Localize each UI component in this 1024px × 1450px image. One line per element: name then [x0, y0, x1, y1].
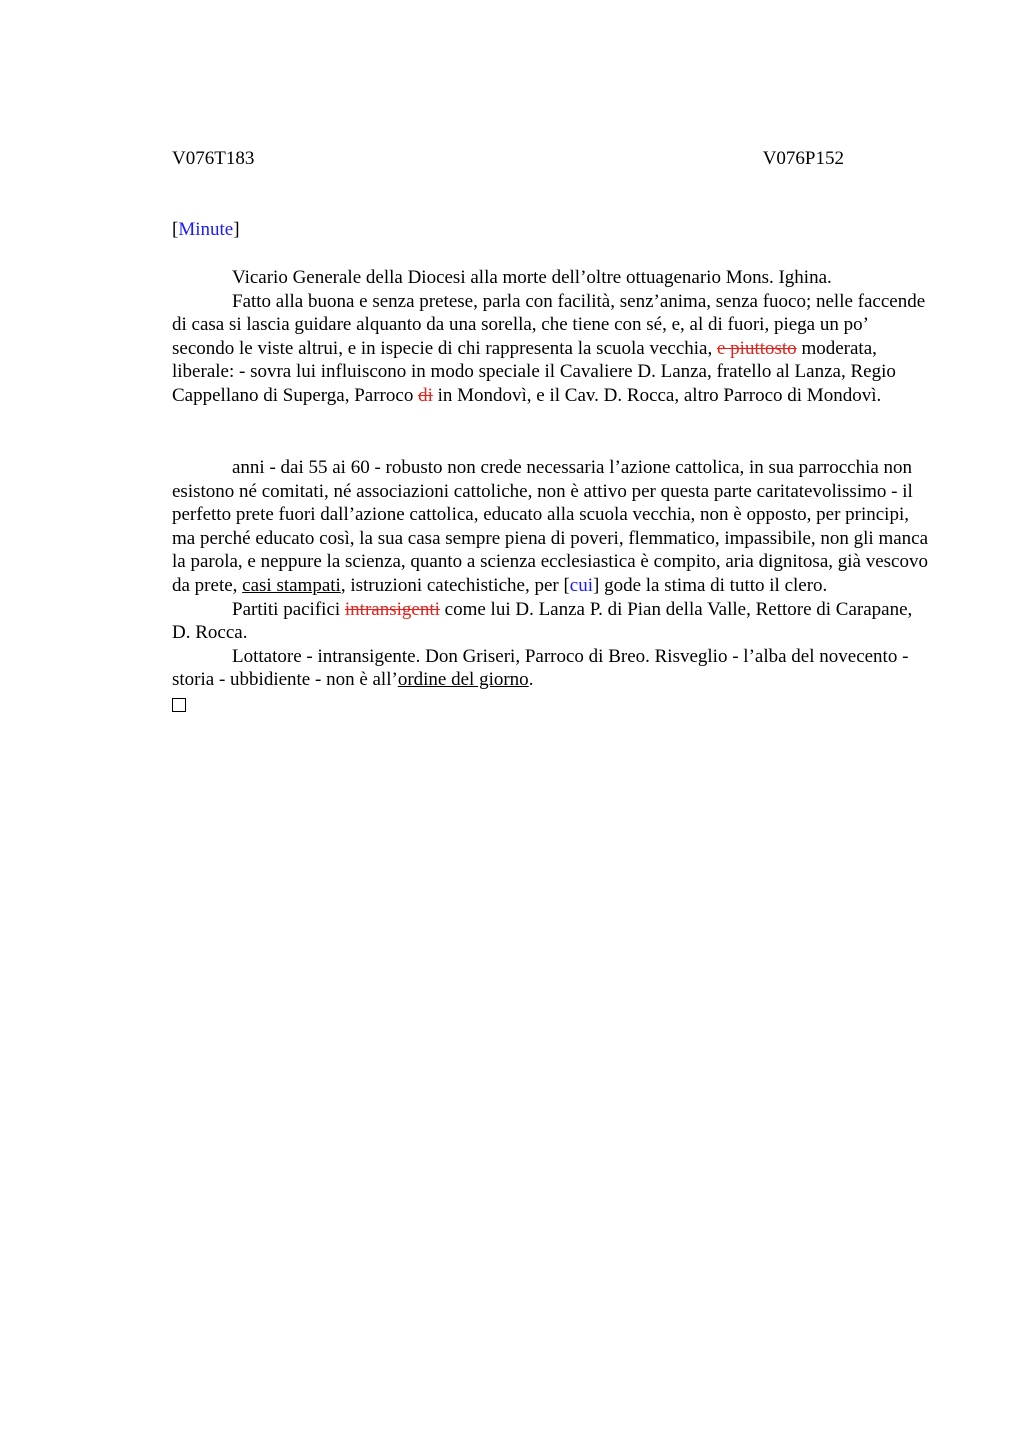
section-label: [172, 218, 240, 242]
paragraph-3-text-c: gode la stima di tutto il clero.: [599, 574, 828, 596]
paragraph-5-text-a: Lottatore - intransigente. Don Griseri, Parroco di Breo. Risveglio - l’alba del novecento - storia - ubbidiente - non è all’: [172, 645, 909, 691]
section-label-close-bracket: ]: [233, 219, 240, 240]
paragraph-1: [172, 266, 932, 290]
text-block-2: [172, 456, 932, 719]
paragraph-5-text-b: .: [528, 669, 534, 691]
paragraph-3-text-a: anni - dai 55 ai 60 - robusto non crede necessaria l’azione cattolica, in sua parrocchia non esistono né comitati, né associazioni cattoliche, non è attivo per questa parte caritatevolissimo - il perfetto prete fuori dall’azione cattolica, educato alla scuola vecchia, non è opposto, per principi, ma perché educato così, la sua casa sempre piena di poveri, flemmatico, impassibile, non gli manca la parola, e neppure la scienza, quanto a scienza ecclesiastica è compito, aria dignitosa, già vescovo da prete,: [172, 457, 929, 596]
section-label-word: Minute: [178, 219, 234, 240]
page-header: [172, 147, 844, 171]
paragraph-2-text-b: moderata, liberale: - sovra lui influiscono in modo speciale il Cavaliere D. Lanza, fratello al Lanza, Regio Cappellano di Superga, Parroco: [172, 337, 896, 406]
text-block-1: [172, 266, 932, 408]
paragraph-3: [172, 456, 932, 598]
underlined-ordine-del-giorno: ordine del giorno: [397, 669, 529, 691]
paragraph-2: [172, 290, 932, 408]
editorial-insert-cui: cui: [569, 574, 594, 596]
bracket-open: [: [563, 574, 570, 596]
checkbox-square-icon: [172, 698, 186, 712]
deleted-text-di: di: [418, 384, 433, 406]
deleted-text-intransigenti: intransigenti: [344, 598, 440, 620]
section-label-open-bracket: [: [172, 219, 179, 240]
header-right-code: V076P152: [762, 148, 844, 169]
paragraph-2-text-a: Fatto alla buona e senza pretese, parla con facilità, senz’anima, senza fuoco; nelle faccende di casa si lascia guidare alquanto da una sorella, che tiene con sé, e, al di fuori, piega un po’ secondo le viste altrui, e in ispecie di chi rappresenta la scuola vecchia,: [172, 290, 926, 359]
deleted-text-e-piuttosto: e piuttosto: [716, 337, 797, 359]
paragraph-3-text-b: , istruzioni catechistiche, per: [340, 574, 564, 596]
header-left-code: V076T183: [172, 148, 255, 169]
end-marker-checkbox-icon: [172, 692, 932, 719]
paragraph-5: [172, 645, 932, 692]
paragraph-2-text-c: in Mondovì, e il Cav. D. Rocca, altro Parroco di Mondovì.: [432, 384, 882, 406]
paragraph-4-text-b: come lui D. Lanza P. di Pian della Valle, Rettore di Carapane, D. Rocca.: [172, 598, 913, 644]
underlined-casi-stampati: casi stampati: [242, 574, 341, 596]
paragraph-4-text-a: Partiti pacifici: [232, 598, 345, 620]
paragraph-4: [172, 598, 932, 645]
bracket-close: ]: [593, 574, 600, 596]
paragraph-1-text: Vicario Generale della Diocesi alla morte dell’oltre ottuagenario Mons. Ighina.: [232, 267, 832, 288]
